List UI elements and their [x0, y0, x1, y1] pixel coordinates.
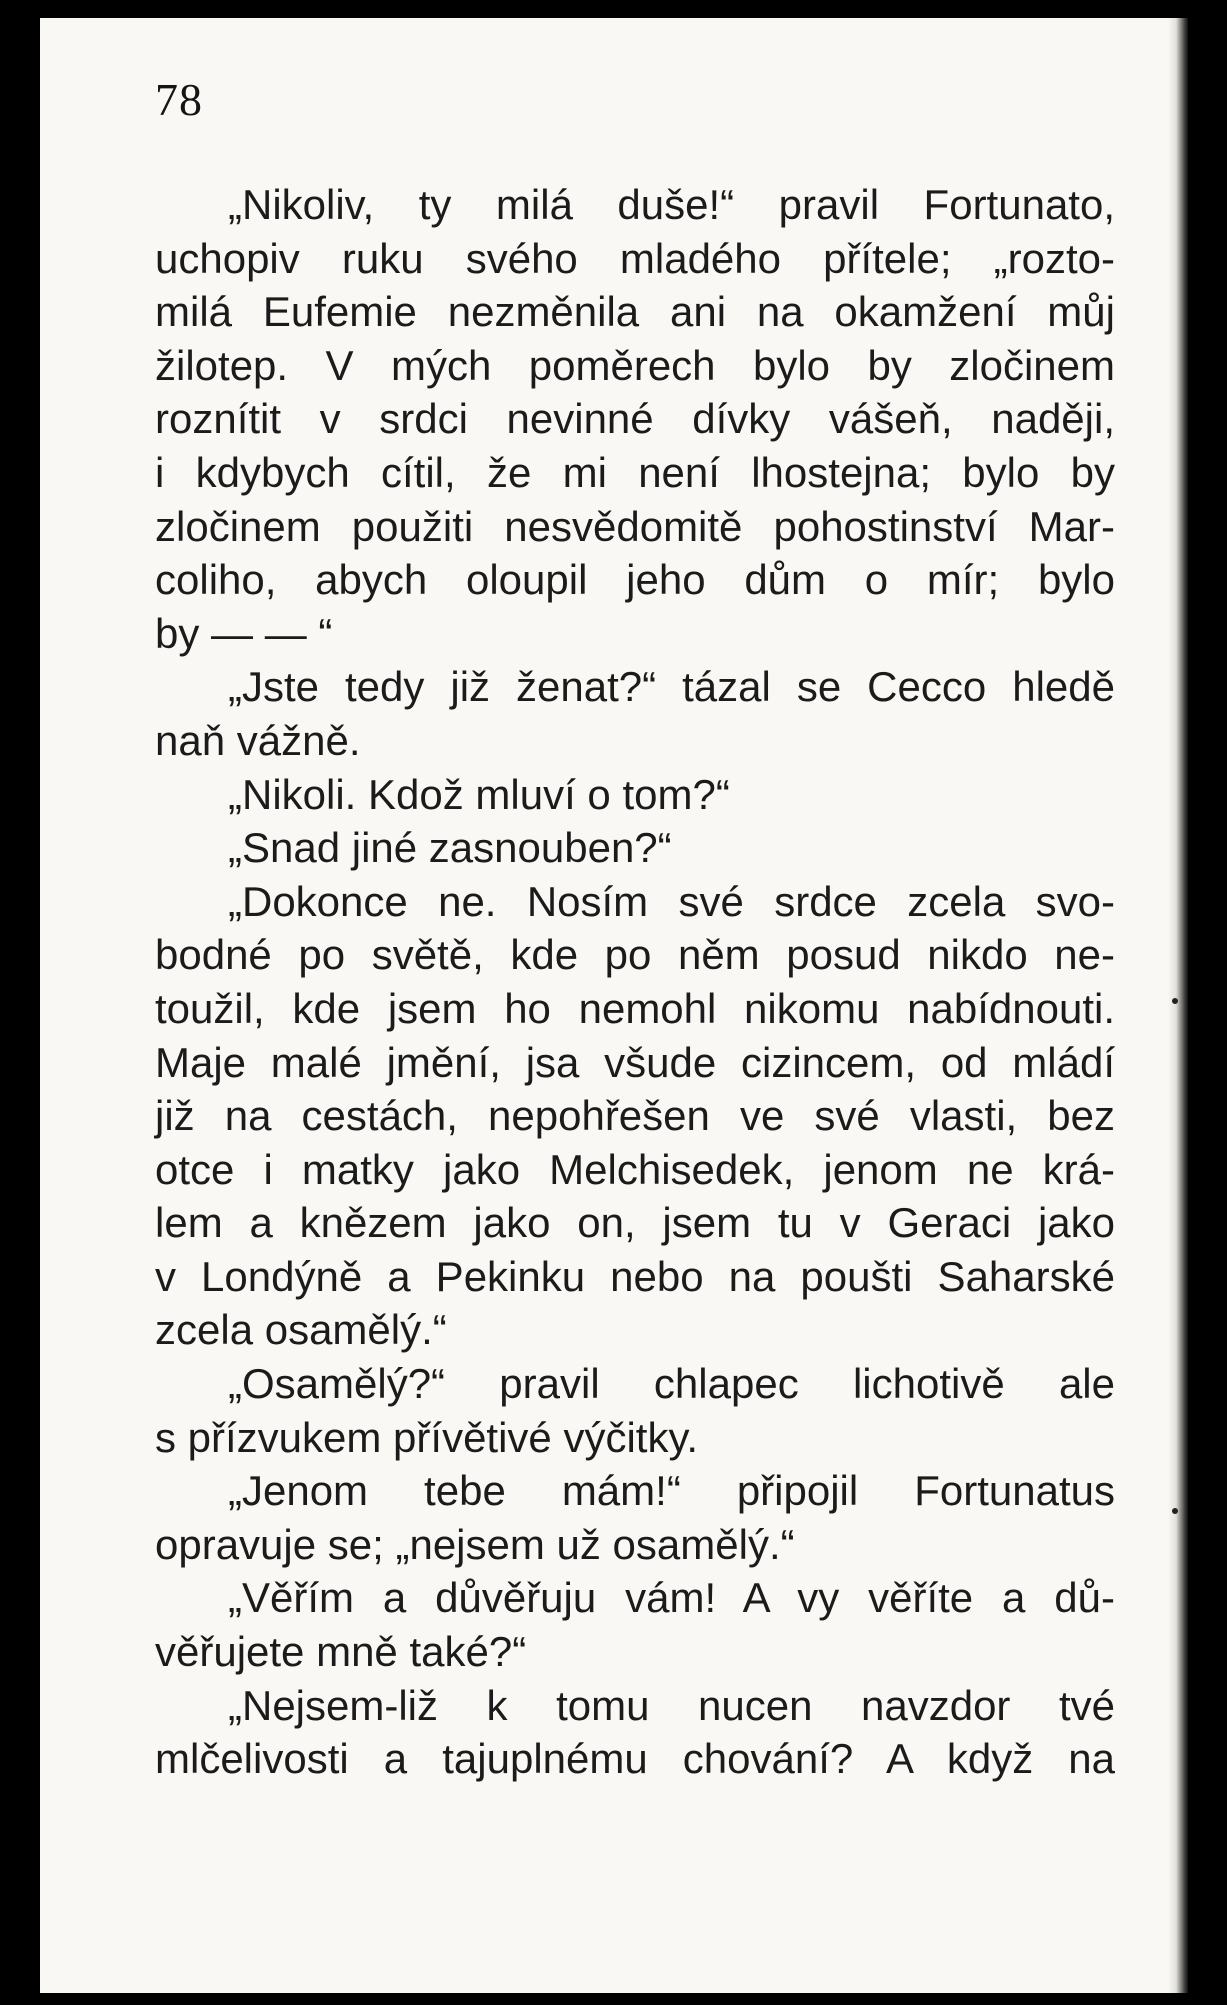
text-line: „Nikoli. Kdož mluví o tom?“: [228, 770, 730, 818]
text-line: „Věřím a důvěřuju vám! A vy věříte a dů-: [228, 1574, 1115, 1622]
body-text: [155, 178, 1115, 1786]
text-line: již na cestách, nepohřešen ve své vlasti, bez: [155, 1092, 1115, 1140]
text-line: bodné po světě, kde po něm posud nikdo ne-: [155, 931, 1115, 979]
text-line: milá Eufemie nezměnila ani na okamžení můj: [155, 288, 1115, 336]
text-line: uchopiv ruku svého mladého přítele; „rozto-: [155, 234, 1115, 282]
text-line: věřujete mně také?“: [155, 1628, 527, 1676]
text-line: „Osamělý?“ pravil chlapec lichotivě ale: [228, 1360, 1115, 1408]
text-line: naň vážně.: [155, 716, 361, 764]
text-line: „Jste tedy již ženat?“ tázal se Cecco hledě: [228, 663, 1115, 711]
text-line: lem a knězem jako on, jsem tu v Geraci jako: [155, 1199, 1115, 1247]
text-line: coliho, abych oloupil jeho dům o mír; bylo: [155, 556, 1115, 604]
text-line: opravuje se; „nejsem už osamělý.“: [155, 1520, 795, 1568]
page-binding-edge: [1168, 18, 1188, 1993]
text-line: „Nejsem-liž k tomu nucen navzdor tvé: [228, 1681, 1115, 1729]
text-line: otce i matky jako Melchisedek, jenom ne krá-: [155, 1145, 1115, 1193]
text-line: mlčelivosti a tajuplnému chování? A když na: [155, 1735, 1115, 1783]
book-page: [40, 18, 1188, 1993]
text-line: „Dokonce ne. Nosím své srdce zcela svo-: [228, 877, 1115, 925]
text-line: „Jenom tebe mám!“ připojil Fortunatus: [228, 1467, 1115, 1515]
text-line: toužil, kde jsem ho nemohl nikomu nabídnouti.: [155, 984, 1115, 1032]
page-number: 78: [155, 74, 203, 125]
text-line: Maje malé jmění, jsa všude cizincem, od mládí: [155, 1038, 1115, 1086]
text-line: „Nikoliv, ty milá duše!“ pravil Fortunato,: [228, 181, 1115, 228]
margin-mark: [1172, 998, 1178, 1004]
text-line: roznítit v srdci nevinné dívky vášeň, naději,: [155, 395, 1115, 443]
text-line: v Londýně a Pekinku nebo na poušti Saharské: [155, 1252, 1115, 1300]
text-line: i kdybych cítil, že mi není lhostejna; bylo by: [155, 448, 1115, 496]
text-line: zločinem použiti nesvědomitě pohostinství Mar-: [155, 502, 1115, 550]
text-line: „Snad jiné zasnouben?“: [228, 824, 672, 872]
text-line: zcela osamělý.“: [155, 1306, 447, 1354]
text-line: žilotep. V mých poměrech bylo by zločinem: [155, 341, 1115, 389]
text-line: s přízvukem přívětivé výčitky.: [155, 1413, 699, 1461]
margin-mark: [1172, 1508, 1178, 1514]
text-line: by — — “: [155, 609, 333, 657]
